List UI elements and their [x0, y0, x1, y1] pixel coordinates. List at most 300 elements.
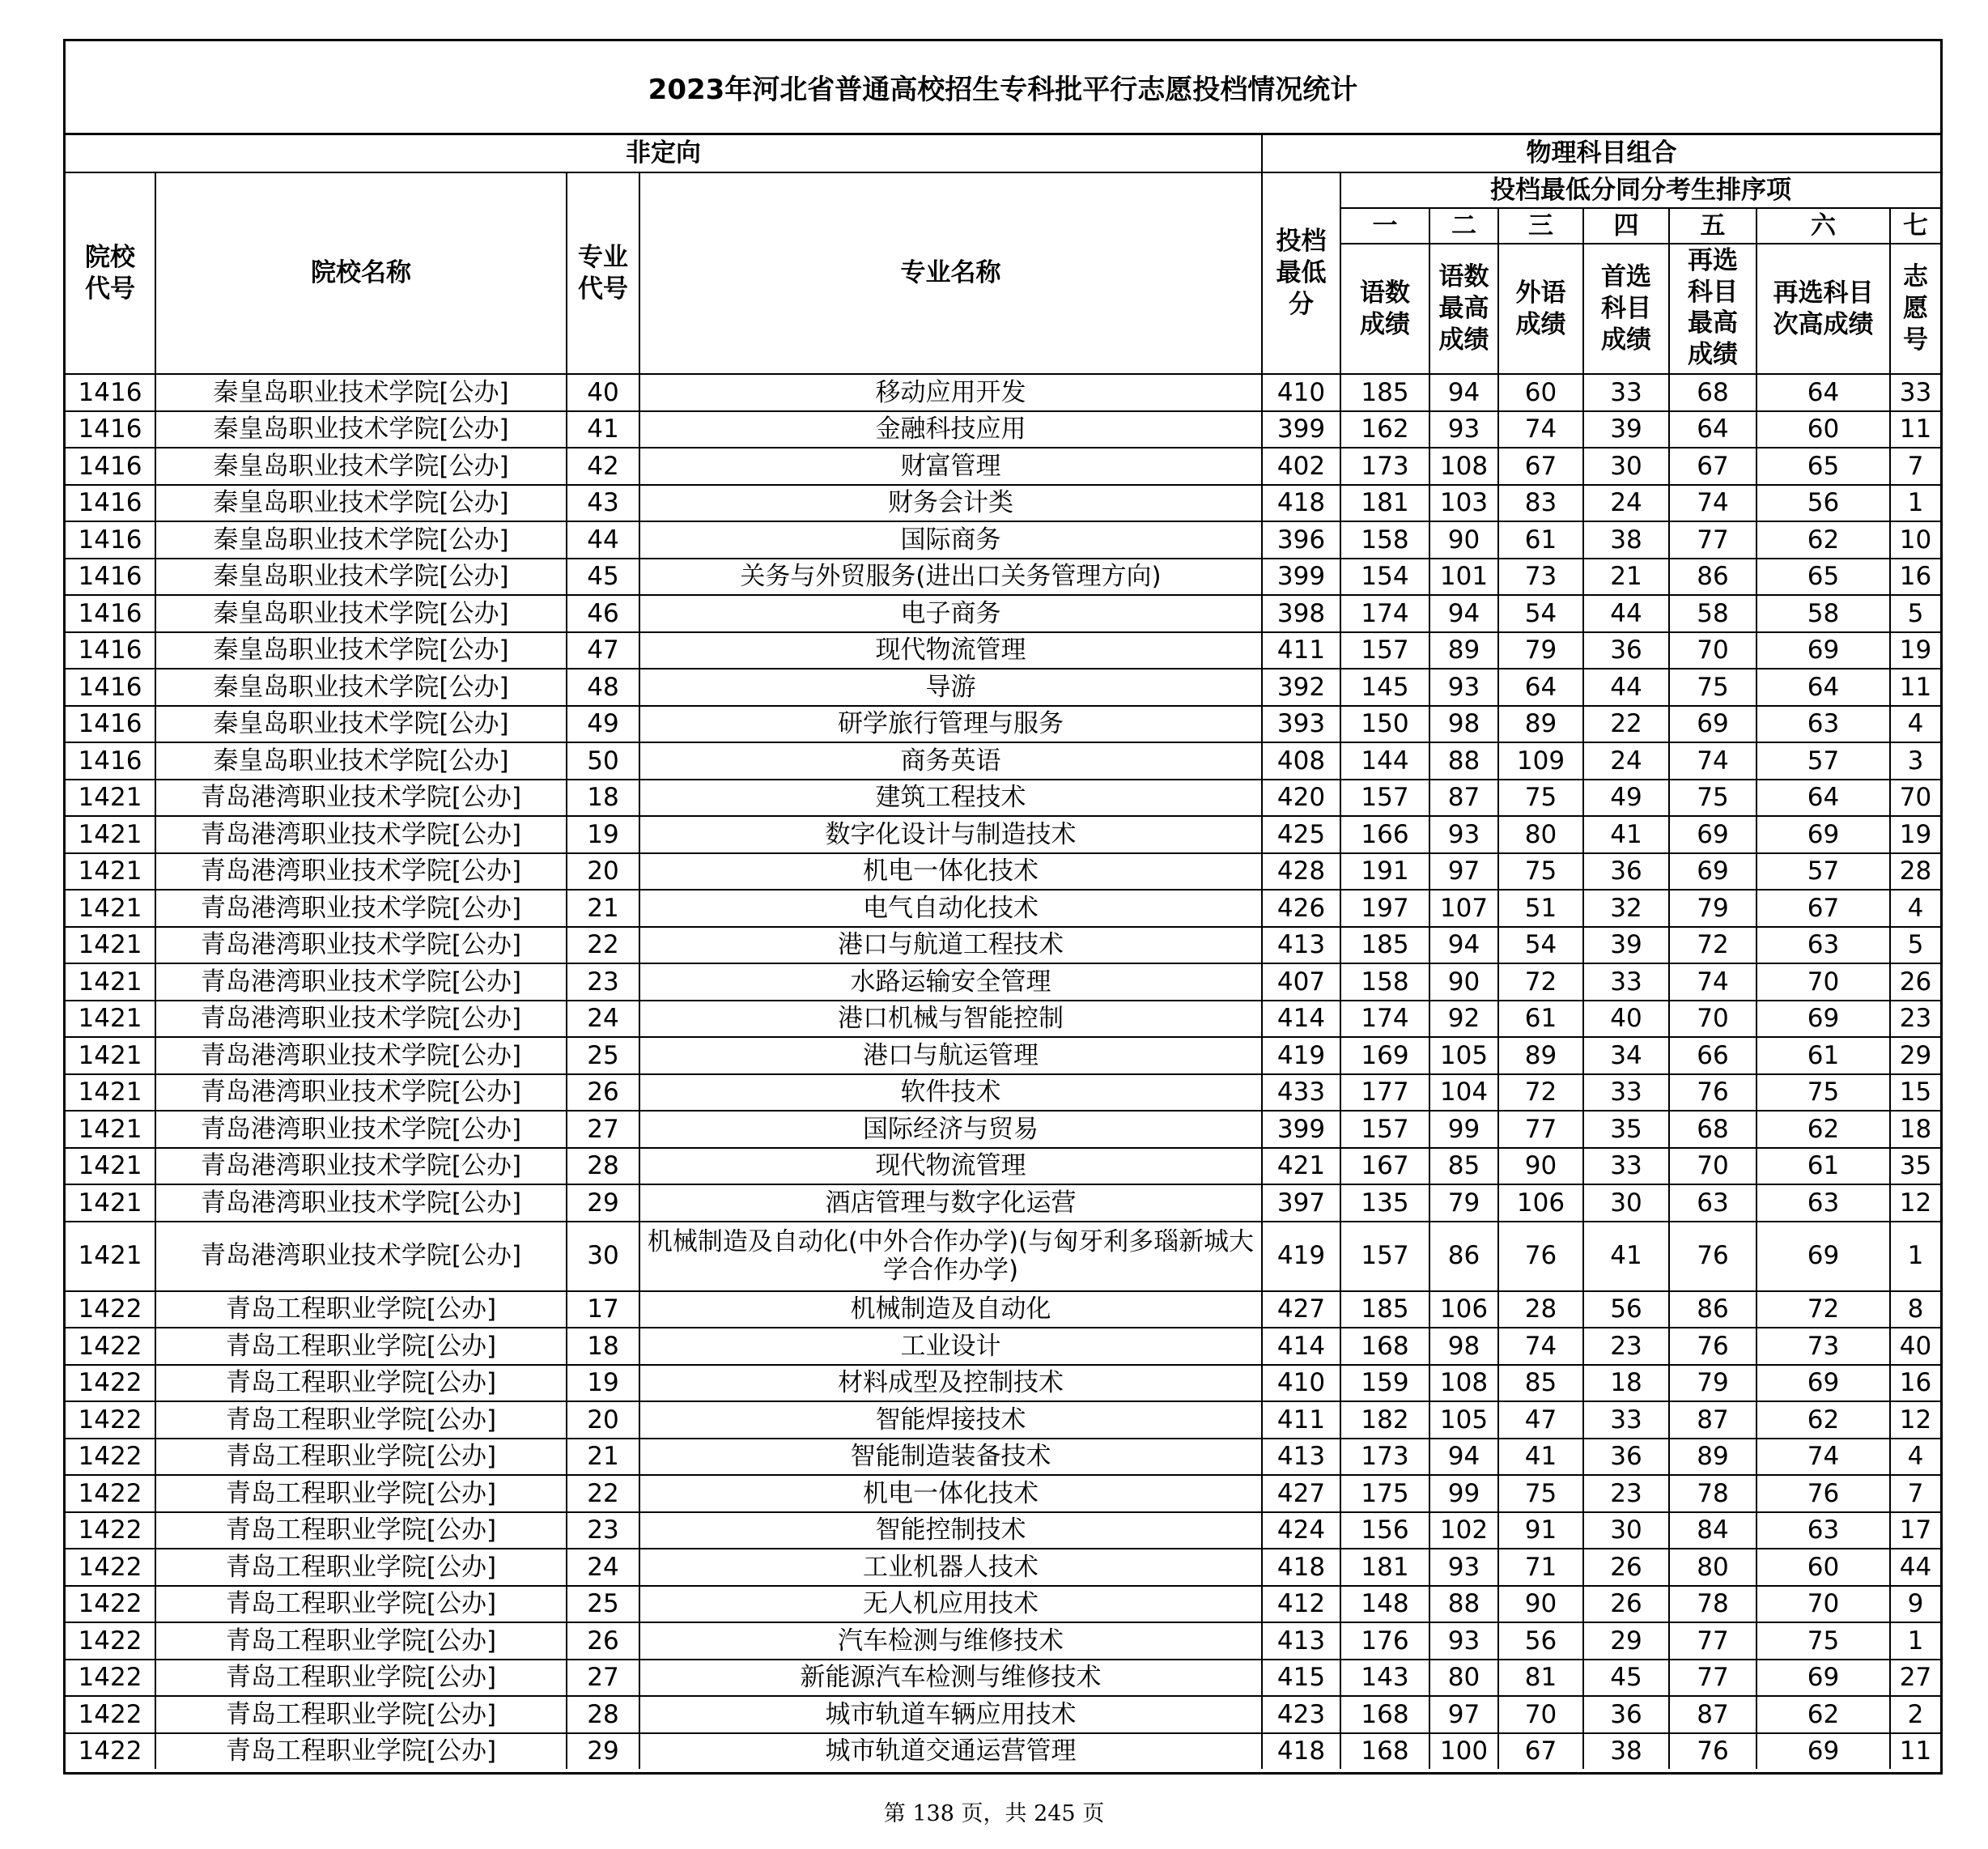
cell-preference-no: 1 — [1890, 1222, 1940, 1291]
table-row — [66, 780, 1940, 817]
cell-school-code: 1421 — [66, 780, 155, 817]
cell-chinese-math-max: 85 — [1429, 1148, 1498, 1185]
cell-preference-no: 19 — [1890, 632, 1940, 669]
cell-school-name: 秦皇岛职业技术学院[公办] — [155, 632, 567, 669]
cell-chinese-math-max: 93 — [1429, 816, 1498, 853]
cell-chinese-math-max: 90 — [1429, 963, 1498, 1001]
table-row — [66, 1148, 1940, 1185]
col-min-score: 投档最低分 — [1262, 172, 1340, 374]
cell-foreign-language: 71 — [1498, 1549, 1583, 1586]
cell-min-score: 413 — [1262, 1622, 1340, 1660]
cell-foreign-language: 80 — [1498, 816, 1583, 853]
cell-chinese-math-max: 92 — [1429, 1001, 1498, 1038]
cell-chinese-math-max: 98 — [1429, 1328, 1498, 1365]
cell-chinese-math-max: 108 — [1429, 448, 1498, 485]
cell-school-code: 1422 — [66, 1622, 155, 1660]
cell-second-subject-next: 69 — [1756, 1222, 1890, 1291]
cell-foreign-language: 75 — [1498, 780, 1583, 817]
cell-second-subject-max: 74 — [1669, 485, 1756, 522]
cell-major-name: 机械制造及自动化 — [639, 1291, 1262, 1328]
cell-major-name: 电子商务 — [639, 595, 1262, 632]
cell-school-name: 青岛工程职业学院[公办] — [155, 1696, 567, 1733]
cell-chinese-math: 157 — [1340, 1222, 1429, 1291]
cell-first-subject: 41 — [1583, 1222, 1669, 1291]
cell-second-subject-next: 75 — [1756, 1622, 1890, 1660]
cell-chinese-math: 174 — [1340, 595, 1429, 632]
cell-min-score: 392 — [1262, 669, 1340, 706]
cell-foreign-language: 28 — [1498, 1291, 1583, 1328]
cell-foreign-language: 72 — [1498, 963, 1583, 1001]
cell-school-name: 青岛工程职业学院[公办] — [155, 1549, 567, 1586]
cell-school-code: 1422 — [66, 1660, 155, 1697]
cell-second-subject-next: 60 — [1756, 411, 1890, 448]
cell-major-code: 26 — [567, 1074, 639, 1112]
cell-chinese-math: 174 — [1340, 1001, 1429, 1038]
cell-chinese-math: 167 — [1340, 1148, 1429, 1185]
cell-school-code: 1422 — [66, 1475, 155, 1512]
cell-major-name: 工业设计 — [639, 1328, 1262, 1365]
col-school-code: 院校代号 — [66, 172, 155, 374]
cell-preference-no: 44 — [1890, 1549, 1940, 1586]
cell-second-subject-max: 70 — [1669, 1148, 1756, 1185]
table-row — [66, 1696, 1940, 1733]
cell-school-code: 1416 — [66, 521, 155, 559]
cell-first-subject: 33 — [1583, 1148, 1669, 1185]
cell-school-name: 青岛工程职业学院[公办] — [155, 1586, 567, 1623]
cell-school-code: 1422 — [66, 1696, 155, 1733]
cell-second-subject-max: 84 — [1669, 1512, 1756, 1549]
cell-chinese-math: 182 — [1340, 1401, 1429, 1439]
cell-major-name: 城市轨道交通运营管理 — [639, 1733, 1262, 1770]
cell-chinese-math-max: 94 — [1429, 374, 1498, 411]
table-row — [66, 742, 1940, 780]
cell-first-subject: 32 — [1583, 890, 1669, 927]
cell-preference-no: 11 — [1890, 1733, 1940, 1770]
cell-preference-no: 11 — [1890, 669, 1940, 706]
rank-4: 四 — [1583, 208, 1669, 244]
cell-second-subject-max: 78 — [1669, 1475, 1756, 1512]
cell-chinese-math-max: 94 — [1429, 1439, 1498, 1476]
cell-second-subject-next: 62 — [1756, 521, 1890, 559]
table-row — [66, 853, 1940, 890]
cell-second-subject-max: 69 — [1669, 706, 1756, 743]
cell-preference-no: 4 — [1890, 1439, 1940, 1476]
cell-chinese-math: 166 — [1340, 816, 1429, 853]
cell-first-subject: 44 — [1583, 669, 1669, 706]
cell-school-code: 1421 — [66, 1222, 155, 1291]
cell-chinese-math: 175 — [1340, 1475, 1429, 1512]
cell-preference-no: 10 — [1890, 521, 1940, 559]
rank-7: 七 — [1890, 208, 1940, 244]
cell-school-name: 青岛工程职业学院[公办] — [155, 1328, 567, 1365]
cell-second-subject-max: 75 — [1669, 780, 1756, 817]
cell-preference-no: 16 — [1890, 1365, 1940, 1402]
cell-min-score: 415 — [1262, 1660, 1340, 1697]
cell-major-code: 25 — [567, 1037, 639, 1074]
cell-major-name: 关务与外贸服务(进出口关务管理方向) — [639, 559, 1262, 596]
cell-second-subject-next: 63 — [1756, 1184, 1890, 1222]
cell-second-subject-max: 66 — [1669, 1037, 1756, 1074]
cell-foreign-language: 61 — [1498, 1001, 1583, 1038]
table-row — [66, 485, 1940, 522]
cell-second-subject-max: 76 — [1669, 1733, 1756, 1770]
cell-first-subject: 56 — [1583, 1291, 1669, 1328]
col-major-code: 专业代号 — [567, 172, 639, 374]
cell-chinese-math-max: 98 — [1429, 706, 1498, 743]
cell-first-subject: 29 — [1583, 1622, 1669, 1660]
cell-major-name: 移动应用开发 — [639, 374, 1262, 411]
cell-chinese-math-max: 93 — [1429, 1549, 1498, 1586]
cell-min-score: 425 — [1262, 816, 1340, 853]
table-row — [66, 1622, 1940, 1660]
cell-chinese-math: 181 — [1340, 485, 1429, 522]
cell-major-code: 22 — [567, 1475, 639, 1512]
cell-school-name: 青岛港湾职业技术学院[公办] — [155, 1148, 567, 1185]
cell-chinese-math-max: 89 — [1429, 632, 1498, 669]
cell-min-score: 410 — [1262, 374, 1340, 411]
cell-major-code: 24 — [567, 1549, 639, 1586]
cell-major-code: 44 — [567, 521, 639, 559]
cell-major-name: 建筑工程技术 — [639, 780, 1262, 817]
cell-major-code: 40 — [567, 374, 639, 411]
table-row — [66, 963, 1940, 1001]
cell-first-subject: 39 — [1583, 411, 1669, 448]
cell-major-code: 48 — [567, 669, 639, 706]
table-row — [66, 927, 1940, 964]
cell-preference-no: 5 — [1890, 927, 1940, 964]
cell-preference-no: 16 — [1890, 559, 1940, 596]
cell-chinese-math-max: 94 — [1429, 595, 1498, 632]
cell-school-name: 秦皇岛职业技术学院[公办] — [155, 448, 567, 485]
cell-major-code: 47 — [567, 632, 639, 669]
cell-major-code: 27 — [567, 1111, 639, 1148]
cell-school-code: 1421 — [66, 1074, 155, 1112]
cell-school-name: 青岛港湾职业技术学院[公办] — [155, 1111, 567, 1148]
cell-second-subject-max: 64 — [1669, 411, 1756, 448]
cell-second-subject-next: 72 — [1756, 1291, 1890, 1328]
cell-chinese-math: 148 — [1340, 1586, 1429, 1623]
cell-chinese-math: 181 — [1340, 1549, 1429, 1586]
cell-school-name: 青岛港湾职业技术学院[公办] — [155, 1074, 567, 1112]
cell-school-code: 1422 — [66, 1439, 155, 1476]
cell-second-subject-max: 68 — [1669, 374, 1756, 411]
cell-chinese-math-max: 104 — [1429, 1074, 1498, 1112]
cell-school-code: 1422 — [66, 1549, 155, 1586]
cell-school-code: 1421 — [66, 853, 155, 890]
cell-min-score: 418 — [1262, 1549, 1340, 1586]
cell-chinese-math-max: 79 — [1429, 1184, 1498, 1222]
cell-school-name: 秦皇岛职业技术学院[公办] — [155, 411, 567, 448]
cell-major-code: 23 — [567, 1512, 639, 1549]
cell-chinese-math-max: 93 — [1429, 1622, 1498, 1660]
cell-major-code: 41 — [567, 411, 639, 448]
cell-preference-no: 3 — [1890, 742, 1940, 780]
cell-second-subject-max: 70 — [1669, 1001, 1756, 1038]
cell-second-subject-next: 57 — [1756, 853, 1890, 890]
cell-major-code: 30 — [567, 1222, 639, 1291]
cell-min-score: 393 — [1262, 706, 1340, 743]
cell-second-subject-max: 72 — [1669, 927, 1756, 964]
cell-major-name: 智能制造装备技术 — [639, 1439, 1262, 1476]
cell-major-code: 21 — [567, 890, 639, 927]
cell-school-name: 青岛港湾职业技术学院[公办] — [155, 1184, 567, 1222]
cell-school-code: 1421 — [66, 1184, 155, 1222]
rank-5: 五 — [1669, 208, 1756, 244]
cell-second-subject-max: 86 — [1669, 559, 1756, 596]
cell-chinese-math-max: 107 — [1429, 890, 1498, 927]
cell-chinese-math-max: 105 — [1429, 1401, 1498, 1439]
cell-second-subject-next: 63 — [1756, 927, 1890, 964]
cell-school-code: 1421 — [66, 1001, 155, 1038]
cell-chinese-math: 135 — [1340, 1184, 1429, 1222]
cell-school-code: 1422 — [66, 1328, 155, 1365]
cell-second-subject-next: 65 — [1756, 448, 1890, 485]
cell-major-code: 46 — [567, 595, 639, 632]
cell-preference-no: 12 — [1890, 1401, 1940, 1439]
cell-foreign-language: 56 — [1498, 1622, 1583, 1660]
cell-chinese-math-max: 88 — [1429, 1586, 1498, 1623]
cell-chinese-math: 157 — [1340, 1111, 1429, 1148]
table-row — [66, 632, 1940, 669]
cell-foreign-language: 79 — [1498, 632, 1583, 669]
cell-chinese-math-max: 94 — [1429, 927, 1498, 964]
cell-second-subject-next: 64 — [1756, 374, 1890, 411]
cell-second-subject-next: 76 — [1756, 1475, 1890, 1512]
cell-min-score: 414 — [1262, 1328, 1340, 1365]
cell-second-subject-max: 76 — [1669, 1222, 1756, 1291]
table-row — [66, 1111, 1940, 1148]
cell-school-code: 1421 — [66, 1111, 155, 1148]
cell-foreign-language: 74 — [1498, 411, 1583, 448]
cell-chinese-math: 158 — [1340, 963, 1429, 1001]
cell-second-subject-max: 74 — [1669, 963, 1756, 1001]
table-header — [66, 135, 1940, 374]
cell-second-subject-next: 62 — [1756, 1696, 1890, 1733]
cell-major-code: 50 — [567, 742, 639, 780]
cell-first-subject: 26 — [1583, 1586, 1669, 1623]
cell-foreign-language: 76 — [1498, 1222, 1583, 1291]
cell-major-code: 49 — [567, 706, 639, 743]
cell-chinese-math-max: 102 — [1429, 1512, 1498, 1549]
cell-preference-no: 33 — [1890, 374, 1940, 411]
cell-second-subject-max: 74 — [1669, 742, 1756, 780]
cell-school-name: 青岛港湾职业技术学院[公办] — [155, 1037, 567, 1074]
cell-school-code: 1421 — [66, 927, 155, 964]
cell-second-subject-next: 69 — [1756, 1365, 1890, 1402]
cell-school-code: 1416 — [66, 411, 155, 448]
cell-major-name: 机电一体化技术 — [639, 1475, 1262, 1512]
cell-foreign-language: 51 — [1498, 890, 1583, 927]
cell-chinese-math-max: 103 — [1429, 485, 1498, 522]
cell-first-subject: 38 — [1583, 521, 1669, 559]
cell-chinese-math: 157 — [1340, 632, 1429, 669]
table-row — [66, 374, 1940, 411]
col-foreign-language: 外语成绩 — [1498, 244, 1583, 374]
cell-min-score: 418 — [1262, 485, 1340, 522]
cell-chinese-math-max: 97 — [1429, 1696, 1498, 1733]
cell-second-subject-next: 64 — [1756, 780, 1890, 817]
cell-major-name: 商务英语 — [639, 742, 1262, 780]
table-row — [66, 706, 1940, 743]
cell-second-subject-next: 62 — [1756, 1111, 1890, 1148]
cell-chinese-math: 162 — [1340, 411, 1429, 448]
cell-first-subject: 36 — [1583, 1696, 1669, 1733]
cell-chinese-math: 185 — [1340, 927, 1429, 964]
cell-major-code: 43 — [567, 485, 639, 522]
col-chinese-math-max: 语数最高成绩 — [1429, 244, 1498, 374]
cell-school-name: 青岛港湾职业技术学院[公办] — [155, 853, 567, 890]
cell-preference-no: 35 — [1890, 1148, 1940, 1185]
table-row — [66, 890, 1940, 927]
cell-foreign-language: 67 — [1498, 1733, 1583, 1770]
table-row — [66, 1549, 1940, 1586]
col-preference-no: 志愿号 — [1890, 244, 1940, 374]
table-row — [66, 1439, 1940, 1476]
cell-min-score: 408 — [1262, 742, 1340, 780]
cell-school-name: 青岛港湾职业技术学院[公办] — [155, 816, 567, 853]
cell-first-subject: 23 — [1583, 1328, 1669, 1365]
col-chinese-math: 语数成绩 — [1340, 244, 1429, 374]
cell-first-subject: 22 — [1583, 706, 1669, 743]
cell-chinese-math: 169 — [1340, 1037, 1429, 1074]
cell-major-name: 智能焊接技术 — [639, 1401, 1262, 1439]
cell-major-name: 汽车检测与维修技术 — [639, 1622, 1262, 1660]
cell-second-subject-max: 77 — [1669, 1622, 1756, 1660]
cell-min-score: 420 — [1262, 780, 1340, 817]
cell-second-subject-max: 87 — [1669, 1401, 1756, 1439]
cell-first-subject: 33 — [1583, 374, 1669, 411]
cell-major-code: 19 — [567, 816, 639, 853]
rank-1: 一 — [1340, 208, 1429, 244]
cell-first-subject: 36 — [1583, 1439, 1669, 1476]
cell-min-score: 423 — [1262, 1696, 1340, 1733]
cell-foreign-language: 61 — [1498, 521, 1583, 559]
table-row — [66, 595, 1940, 632]
cell-second-subject-max: 79 — [1669, 1365, 1756, 1402]
cell-second-subject-max: 78 — [1669, 1586, 1756, 1623]
cell-first-subject: 26 — [1583, 1549, 1669, 1586]
cell-preference-no: 28 — [1890, 853, 1940, 890]
cell-second-subject-max: 58 — [1669, 595, 1756, 632]
cell-school-name: 青岛工程职业学院[公办] — [155, 1660, 567, 1697]
cell-school-name: 青岛港湾职业技术学院[公办] — [155, 1222, 567, 1291]
cell-school-code: 1421 — [66, 963, 155, 1001]
cell-school-code: 1422 — [66, 1586, 155, 1623]
cell-school-code: 1422 — [66, 1512, 155, 1549]
cell-second-subject-max: 63 — [1669, 1184, 1756, 1222]
cell-chinese-math: 185 — [1340, 1291, 1429, 1328]
cell-second-subject-next: 65 — [1756, 559, 1890, 596]
cell-chinese-math: 144 — [1340, 742, 1429, 780]
cell-school-name: 秦皇岛职业技术学院[公办] — [155, 485, 567, 522]
statistics-sheet — [63, 39, 1943, 1775]
cell-preference-no: 70 — [1890, 780, 1940, 817]
cell-school-name: 青岛工程职业学院[公办] — [155, 1475, 567, 1512]
cell-major-name: 机电一体化技术 — [639, 853, 1262, 890]
cell-school-name: 青岛工程职业学院[公办] — [155, 1291, 567, 1328]
cell-second-subject-next: 69 — [1756, 1733, 1890, 1770]
cell-major-name: 材料成型及控制技术 — [639, 1365, 1262, 1402]
cell-major-name: 城市轨道车辆应用技术 — [639, 1696, 1262, 1733]
cell-major-code: 18 — [567, 780, 639, 817]
cell-chinese-math: 154 — [1340, 559, 1429, 596]
cell-major-code: 19 — [567, 1365, 639, 1402]
cell-first-subject: 21 — [1583, 559, 1669, 596]
cell-preference-no: 29 — [1890, 1037, 1940, 1074]
cell-foreign-language: 67 — [1498, 448, 1583, 485]
cell-foreign-language: 106 — [1498, 1184, 1583, 1222]
cell-preference-no: 7 — [1890, 448, 1940, 485]
col-major-name: 专业名称 — [639, 172, 1262, 374]
cell-second-subject-next: 63 — [1756, 706, 1890, 743]
table-row — [66, 1184, 1940, 1222]
cell-chinese-math-max: 88 — [1429, 742, 1498, 780]
cell-second-subject-max: 68 — [1669, 1111, 1756, 1148]
cell-school-code: 1416 — [66, 669, 155, 706]
cell-second-subject-max: 86 — [1669, 1291, 1756, 1328]
table-row — [66, 1222, 1940, 1291]
cell-second-subject-max: 75 — [1669, 669, 1756, 706]
table-row — [66, 1037, 1940, 1074]
cell-second-subject-next: 70 — [1756, 963, 1890, 1001]
table-row — [66, 559, 1940, 596]
cell-major-code: 18 — [567, 1328, 639, 1365]
cell-first-subject: 38 — [1583, 1733, 1669, 1770]
cell-foreign-language: 73 — [1498, 559, 1583, 596]
cell-first-subject: 30 — [1583, 1184, 1669, 1222]
cell-major-code: 20 — [567, 1401, 639, 1439]
cell-first-subject: 36 — [1583, 853, 1669, 890]
cell-major-code: 25 — [567, 1586, 639, 1623]
cell-chinese-math: 158 — [1340, 521, 1429, 559]
cell-chinese-math: 156 — [1340, 1512, 1429, 1549]
cell-min-score: 398 — [1262, 595, 1340, 632]
table-row — [66, 448, 1940, 485]
cell-first-subject: 36 — [1583, 632, 1669, 669]
col-school-name: 院校名称 — [155, 172, 567, 374]
cell-foreign-language: 90 — [1498, 1586, 1583, 1623]
col-second-subject-max: 再选科目最高成绩 — [1669, 244, 1756, 374]
cell-min-score: 411 — [1262, 1401, 1340, 1439]
cell-school-name: 青岛港湾职业技术学院[公办] — [155, 890, 567, 927]
cell-min-score: 426 — [1262, 890, 1340, 927]
cell-major-code: 24 — [567, 1001, 639, 1038]
cell-min-score: 419 — [1262, 1222, 1340, 1291]
cell-min-score: 399 — [1262, 1111, 1340, 1148]
table-row — [66, 1291, 1940, 1328]
table-body — [66, 374, 1940, 1769]
cell-chinese-math-max: 105 — [1429, 1037, 1498, 1074]
cell-first-subject: 44 — [1583, 595, 1669, 632]
cell-first-subject: 33 — [1583, 1074, 1669, 1112]
cell-preference-no: 2 — [1890, 1696, 1940, 1733]
cell-school-name: 青岛工程职业学院[公办] — [155, 1622, 567, 1660]
cell-first-subject: 18 — [1583, 1365, 1669, 1402]
cell-foreign-language: 47 — [1498, 1401, 1583, 1439]
cell-major-name: 港口与航道工程技术 — [639, 927, 1262, 964]
rank-2: 二 — [1429, 208, 1498, 244]
cell-major-code: 22 — [567, 927, 639, 964]
cell-major-name: 工业机器人技术 — [639, 1549, 1262, 1586]
cell-second-subject-next: 75 — [1756, 1074, 1890, 1112]
cell-major-code: 28 — [567, 1148, 639, 1185]
cell-school-name: 青岛港湾职业技术学院[公办] — [155, 780, 567, 817]
cell-school-code: 1416 — [66, 374, 155, 411]
cell-first-subject: 39 — [1583, 927, 1669, 964]
cell-school-name: 秦皇岛职业技术学院[公办] — [155, 706, 567, 743]
cell-min-score: 399 — [1262, 411, 1340, 448]
cell-first-subject: 41 — [1583, 816, 1669, 853]
